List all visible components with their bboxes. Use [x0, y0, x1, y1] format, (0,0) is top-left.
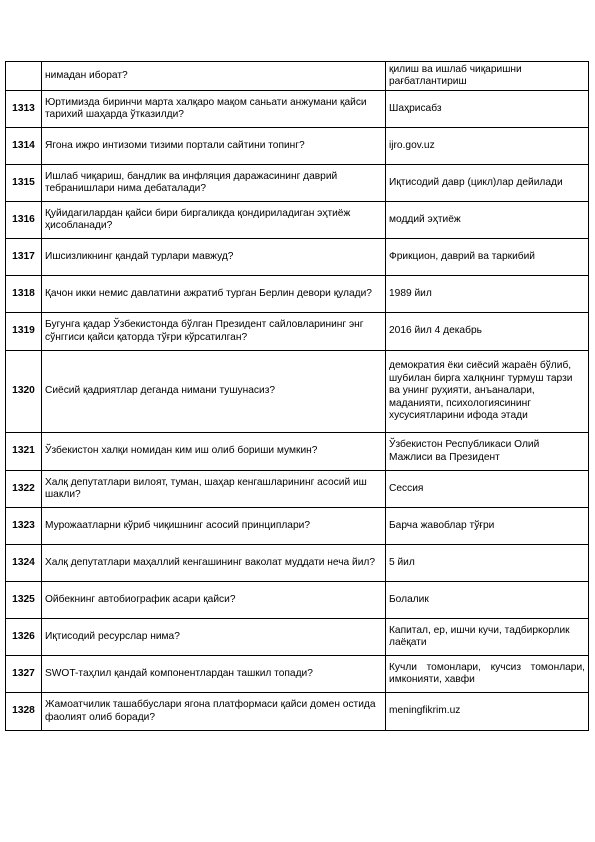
- answer-cell: Капитал, ер, ишчи кучи, тадбиркорлик лаёқати: [386, 619, 589, 656]
- table-row: [6, 313, 589, 351]
- row-number: 1314: [6, 128, 42, 165]
- answer-cell: ijro.gov.uz: [386, 128, 589, 165]
- question-cell: Жамоатчилик ташаббуслари ягона платформаси қайси домен остида фаолият олиб боради?: [42, 693, 386, 731]
- question-cell: Ишсизликнинг қандай турлари мавжуд?: [42, 239, 386, 276]
- question-cell: Халқ депутатлари маҳаллий кенгашининг ваколат муддати неча йил?: [42, 545, 386, 582]
- row-number: 1326: [6, 619, 42, 656]
- row-number: 1324: [6, 545, 42, 582]
- question-cell: Мурожаатларни кўриб чиқишнинг асосий принциплари?: [42, 508, 386, 545]
- table-row: [6, 433, 589, 471]
- row-number: 1313: [6, 91, 42, 128]
- answer-cell: 2016 йил 4 декабрь: [386, 313, 589, 351]
- question-cell: Юртимизда биринчи марта халқаро мақом саньати анжумани қайси тарихий шаҳарда ўтказилди?: [42, 91, 386, 128]
- row-number: 1325: [6, 582, 42, 619]
- table-row: [6, 239, 589, 276]
- question-cell: SWOT-таҳлил қандай компонентлардан ташкил топади?: [42, 656, 386, 693]
- table-row: [6, 693, 589, 731]
- answer-cell: демократия ёки сиёсий жараён бўлиб, шубилан бирга халқнинг турмуш тарзи ва унинг руҳияти, анъаналари, маданияти, психологиясининг хусусиятларини ифода этади: [386, 351, 589, 433]
- answer-cell: Ўзбекистон Республикаси Олий Мажлиси ва Президент: [386, 433, 589, 471]
- question-cell: Бугунга қадар Ўзбекистонда бўлган Президент сайловларининг энг сўнггиси қайси қаторда тўғри кўрсатилган?: [42, 313, 386, 351]
- table-row: [6, 619, 589, 656]
- table-row: [6, 128, 589, 165]
- answer-cell: meningfikrim.uz: [386, 693, 589, 731]
- row-number: 1327: [6, 656, 42, 693]
- answer-cell: Фрикцион, даврий ва таркибий: [386, 239, 589, 276]
- answer-cell: Шаҳрисабз: [386, 91, 589, 128]
- row-number: 1321: [6, 433, 42, 471]
- question-cell: Қачон икки немис давлатини ажратиб турган Берлин девори қулади?: [42, 276, 386, 313]
- question-cell: Қуйидагилардан қайси бири биргаликда қондириладиган эҳтиёж ҳисобланади?: [42, 202, 386, 239]
- answer-cell: Кучли томонлари, кучсиз томонлари, имконияти, хавфи: [386, 656, 589, 693]
- question-cell: Ягона ижро интизоми тизими портали сайтини топинг?: [42, 128, 386, 165]
- row-number: 1316: [6, 202, 42, 239]
- question-cell: Сиёсий қадриятлар деганда нимани тушунасиз?: [42, 351, 386, 433]
- table-row: [6, 508, 589, 545]
- table-row: [6, 471, 589, 508]
- table-row: [6, 582, 589, 619]
- row-number: 1320: [6, 351, 42, 433]
- question-cell: нимадан иборат?: [42, 62, 386, 91]
- table-row: [6, 351, 589, 433]
- question-cell: Халқ депутатлари вилоят, туман, шаҳар кенгашларининг асосий иш шакли?: [42, 471, 386, 508]
- table-row: [6, 62, 589, 91]
- answer-cell: 5 йил: [386, 545, 589, 582]
- row-number: 1323: [6, 508, 42, 545]
- answer-cell: 1989 йил: [386, 276, 589, 313]
- answer-cell: моддий эҳтиёж: [386, 202, 589, 239]
- row-number: 1317: [6, 239, 42, 276]
- row-number: 1318: [6, 276, 42, 313]
- row-number: 1322: [6, 471, 42, 508]
- table-row: [6, 165, 589, 202]
- table-row: [6, 91, 589, 128]
- table-row: [6, 276, 589, 313]
- answer-cell: Иқтисодий давр (цикл)лар дейилади: [386, 165, 589, 202]
- question-cell: Ўзбекистон халқи номидан ким иш олиб бориши мумкин?: [42, 433, 386, 471]
- question-cell: Иқтисодий ресурслар нима?: [42, 619, 386, 656]
- answer-cell: Сессия: [386, 471, 589, 508]
- question-cell: Ойбекнинг автобиографик асари қайси?: [42, 582, 386, 619]
- answer-cell: Болалик: [386, 582, 589, 619]
- table-row: [6, 545, 589, 582]
- row-number: [6, 62, 42, 91]
- table-row: [6, 656, 589, 693]
- row-number: 1315: [6, 165, 42, 202]
- question-cell: Ишлаб чиқариш, бандлик ва инфляция даражасининг даврий тебранишлари нима дебаталади?: [42, 165, 386, 202]
- row-number: 1328: [6, 693, 42, 731]
- answer-cell: қилиш ва ишлаб чиқаришни рағбатлантириш: [386, 62, 589, 91]
- table-row: [6, 202, 589, 239]
- row-number: 1319: [6, 313, 42, 351]
- answer-cell: Барча жавоблар тўғри: [386, 508, 589, 545]
- questions-table: [5, 61, 589, 731]
